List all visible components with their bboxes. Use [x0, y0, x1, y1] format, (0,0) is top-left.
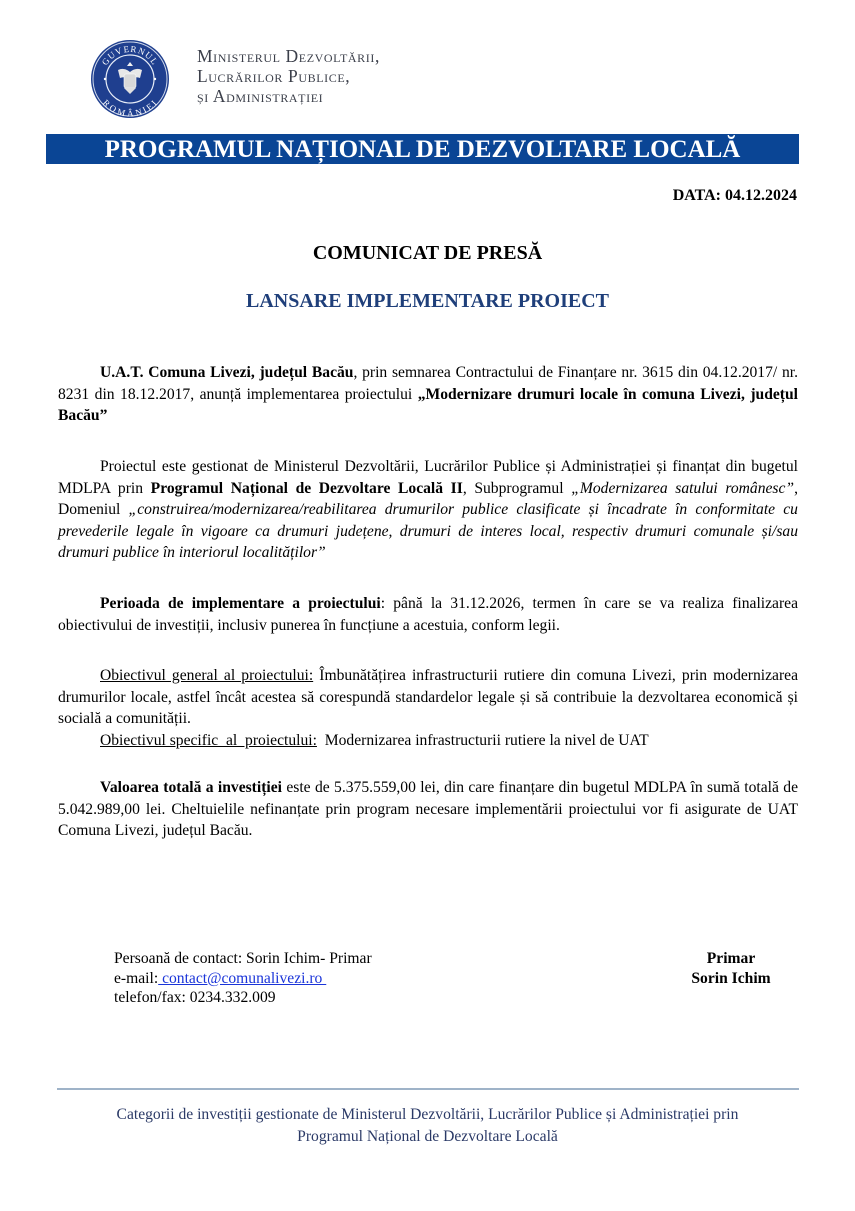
program-banner — [46, 134, 799, 164]
email-label: e-mail: — [114, 969, 159, 987]
signature-role: Primar — [706, 950, 756, 967]
ministry-line: și Administrației — [197, 86, 324, 106]
management-text: Proiectul este gestionat de Ministerul Dezvoltării, Lucrărilor Publice și Administrației și finanțat din bugetul MDLPA prin — [58, 458, 798, 497]
general-objective-text: Îmbunătățirea infrastructurii rutiere din comuna Livezi, prin modernizarea drumurilor locale, astfel încât acestea să corespundă standardelor legale și să contribuie la dezvoltarea economică și socială a comunității. — [58, 667, 799, 727]
footer-line: Programul Național de Dezvoltare Locală — [297, 1127, 558, 1145]
signature-name: Sorin Ichim — [691, 969, 771, 987]
footer-divider — [57, 1088, 799, 1090]
program-name: Programul Național de Dezvoltare Locală II — [150, 479, 463, 497]
seal-svg — [91, 40, 169, 118]
seal-text-top: GUVERNUL — [99, 43, 161, 68]
page-subtitle: LANSARE IMPLEMENTARE PROIECT — [246, 290, 609, 312]
paragraph-value — [58, 777, 798, 842]
email-link[interactable]: contact@comunalivezi.ro — [158, 969, 327, 987]
paragraph-period — [58, 593, 798, 636]
page-title: COMUNICAT DE PRESĂ — [312, 242, 543, 264]
paragraph-specific-objective — [58, 730, 798, 752]
contact-block — [114, 949, 372, 1008]
government-seal-logo — [91, 40, 169, 118]
ministry-name — [197, 46, 380, 106]
period-label: Perioada de implementare a proiectului — [100, 595, 381, 612]
intro-text: , prin semnarea Contractului de Finanțare nr. 3615 din 04.12.2017/ nr. 8231 din 18.12.2017, anunță implementarea proiectului — [58, 364, 799, 403]
contact-email-row — [114, 969, 372, 989]
ministry-line: Lucrărilor Publice, — [197, 66, 351, 86]
ministry-line: Ministerul Dezvoltării, — [197, 46, 380, 66]
domain-label: , Domeniul — [58, 479, 798, 518]
general-objective-label: Obiectivul general al proiectului: — [100, 667, 314, 684]
specific-objective-label: Obiectivul specific al proiectului: — [100, 732, 317, 749]
contact-phone: telefon/fax: 0234.332.009 — [114, 989, 276, 1006]
subprogram-label: , Subprogramul — [462, 479, 572, 497]
footer — [0, 1104, 855, 1147]
signature-block — [676, 949, 786, 988]
paragraph-general-objective — [58, 665, 798, 730]
paragraph-management — [58, 456, 798, 564]
banner-title: PROGRAMUL NAȚIONAL DE DEZVOLTARE LOCALĂ — [104, 136, 741, 163]
value-label: Valoarea totală a investiției — [100, 779, 282, 796]
value-text: este de 5.375.559,00 lei, din care finanțare din bugetul MDLPA în sumă totală de 5.042.989,00 lei. Cheltuielile nefinanțate prin program necesare implementării proiectului vor fi asigurate de UAT Comuna Livezi, județul Bacău. — [58, 779, 799, 839]
document-date: DATA: 04.12.2024 — [672, 187, 797, 204]
period-text: : până la 31.12.2026, termen în care se va realiza finalizarea obiectivului de investiții, inclusiv punerea în funcțiune a acestuia, conform legii. — [58, 595, 798, 634]
specific-objective-text: Modernizarea infrastructurii rutiere la nivel de UAT — [316, 732, 649, 749]
uat-name: U.A.T. Comuna Livezi, județul Bacău — [100, 364, 354, 381]
footer-line: Categorii de investiții gestionate de Ministerul Dezvoltării, Lucrărilor Publice și Administrației prin — [116, 1106, 739, 1123]
seal-text-bottom: ROMÂNIEI — [100, 97, 160, 118]
subprogram-name: „Modernizarea satului românesc” — [571, 479, 795, 497]
contact-person: Persoană de contact: Sorin Ichim- Primar — [114, 950, 372, 967]
paragraph-intro — [58, 362, 798, 427]
domain-name: „construirea/modernizarea/reabilitarea drumurilor publice clasificate și încadrate în conformitate cu prevederile legale în vigoare ca drumuri județene, drumuri de interes local, respectiv drumuri comunale și/sau drumuri publice în interiorul localităților” — [58, 501, 798, 561]
project-name: „Modernizare drumuri locale în comuna Livezi, județul Bacău” — [58, 385, 798, 424]
